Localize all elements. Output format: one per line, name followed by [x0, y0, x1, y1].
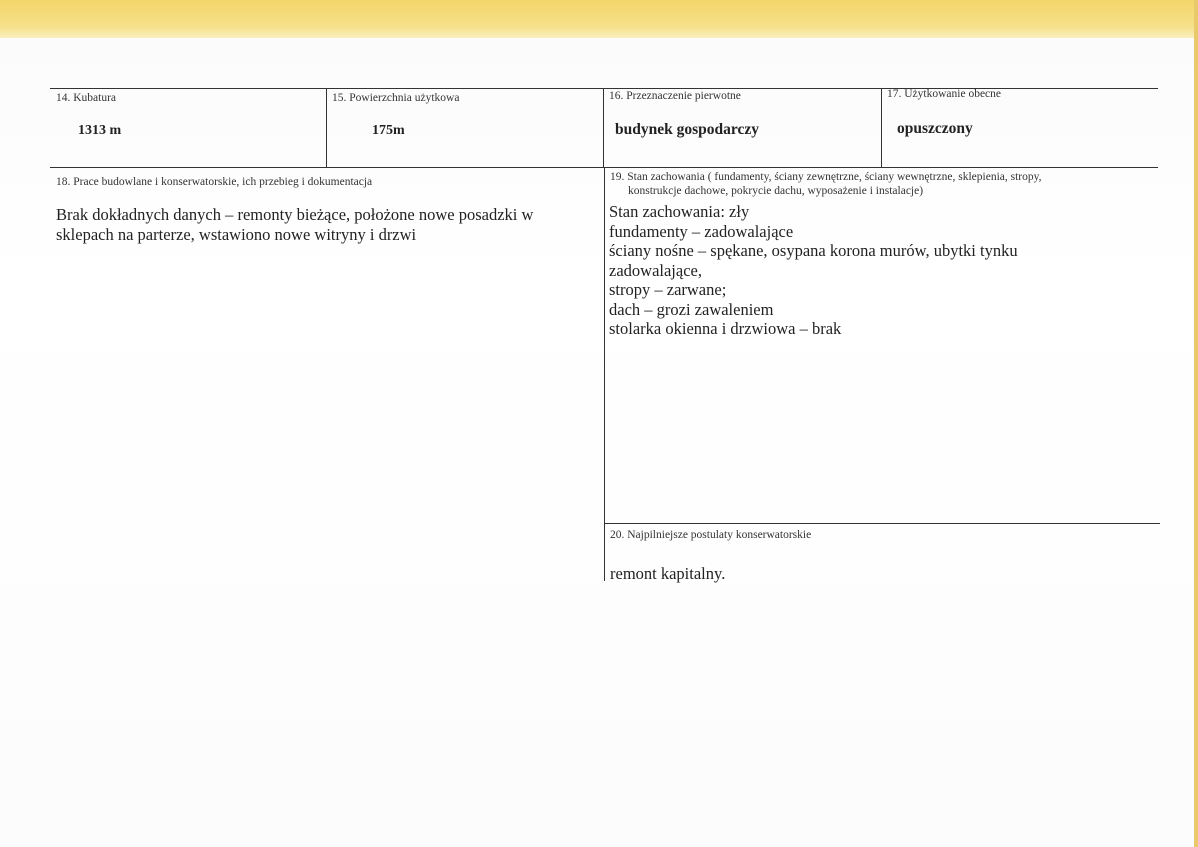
field-18-line: sklepach na parterze, wstawiono nowe witryny i drzwi — [56, 224, 417, 244]
paper-sheet — [0, 38, 1194, 847]
field-18-label: 18. Prace budowlane i konserwatorskie, ich przebieg i dokumentacja — [56, 176, 373, 188]
field-19-line: zadowalające, — [609, 260, 702, 280]
row1-divider-c — [881, 88, 882, 168]
scan-right-edge — [1194, 0, 1198, 847]
field-16-label: 16. Przeznaczenie pierwotne — [609, 90, 741, 102]
field-19-line: stolarka okienna i drzwiowa – brak — [609, 319, 842, 338]
field-20-value: remont kapitalny. — [610, 564, 726, 583]
field-14-value: 1313 m — [78, 123, 122, 138]
field-14-label: 14. Kubatura — [56, 92, 117, 104]
field-18-line: Brak dokładnych danych – remonty bieżące, położone nowe posadzki w — [56, 205, 534, 224]
field-15-value: 175m — [372, 123, 405, 138]
field-19-line: Stan zachowania: zły — [609, 202, 750, 221]
field-19-label-line: 19. Stan zachowania ( fundamenty, ściany zewnętrzne, ściany wewnętrzne, sklepienia, stropy, — [610, 171, 1042, 183]
field-17-value: opuszczony — [897, 120, 973, 137]
row1-divider-b — [603, 88, 604, 168]
field-19-label-line: konstrukcje dachowe, pokrycie dachu, wyposażenie i instalacje) — [628, 185, 924, 197]
row1-divider-a — [326, 88, 327, 168]
field-16-value: budynek gospodarczy — [615, 121, 759, 138]
field-17-label: 17. Użytkowanie obecne — [887, 88, 1002, 100]
section20-top-border — [604, 523, 1160, 524]
field-19-line: fundamenty – zadowalające — [609, 221, 794, 241]
field-19-text — [609, 202, 1018, 339]
field-19-line: stropy – zarwane; — [609, 280, 727, 299]
field-18-text — [56, 205, 533, 244]
field-19-line: dach – grozi zawaleniem — [609, 299, 774, 319]
field-19-line: ściany nośne – spękane, osypana korona murów, ubytki tynku — [609, 241, 1018, 260]
scan-top-edge — [0, 0, 1198, 38]
field-20-label: 20. Najpilniejsze postulaty konserwatorskie — [610, 529, 812, 541]
field-15-label: 15. Powierzchnia użytkowa — [332, 92, 460, 104]
section-divider-vertical — [604, 167, 605, 581]
